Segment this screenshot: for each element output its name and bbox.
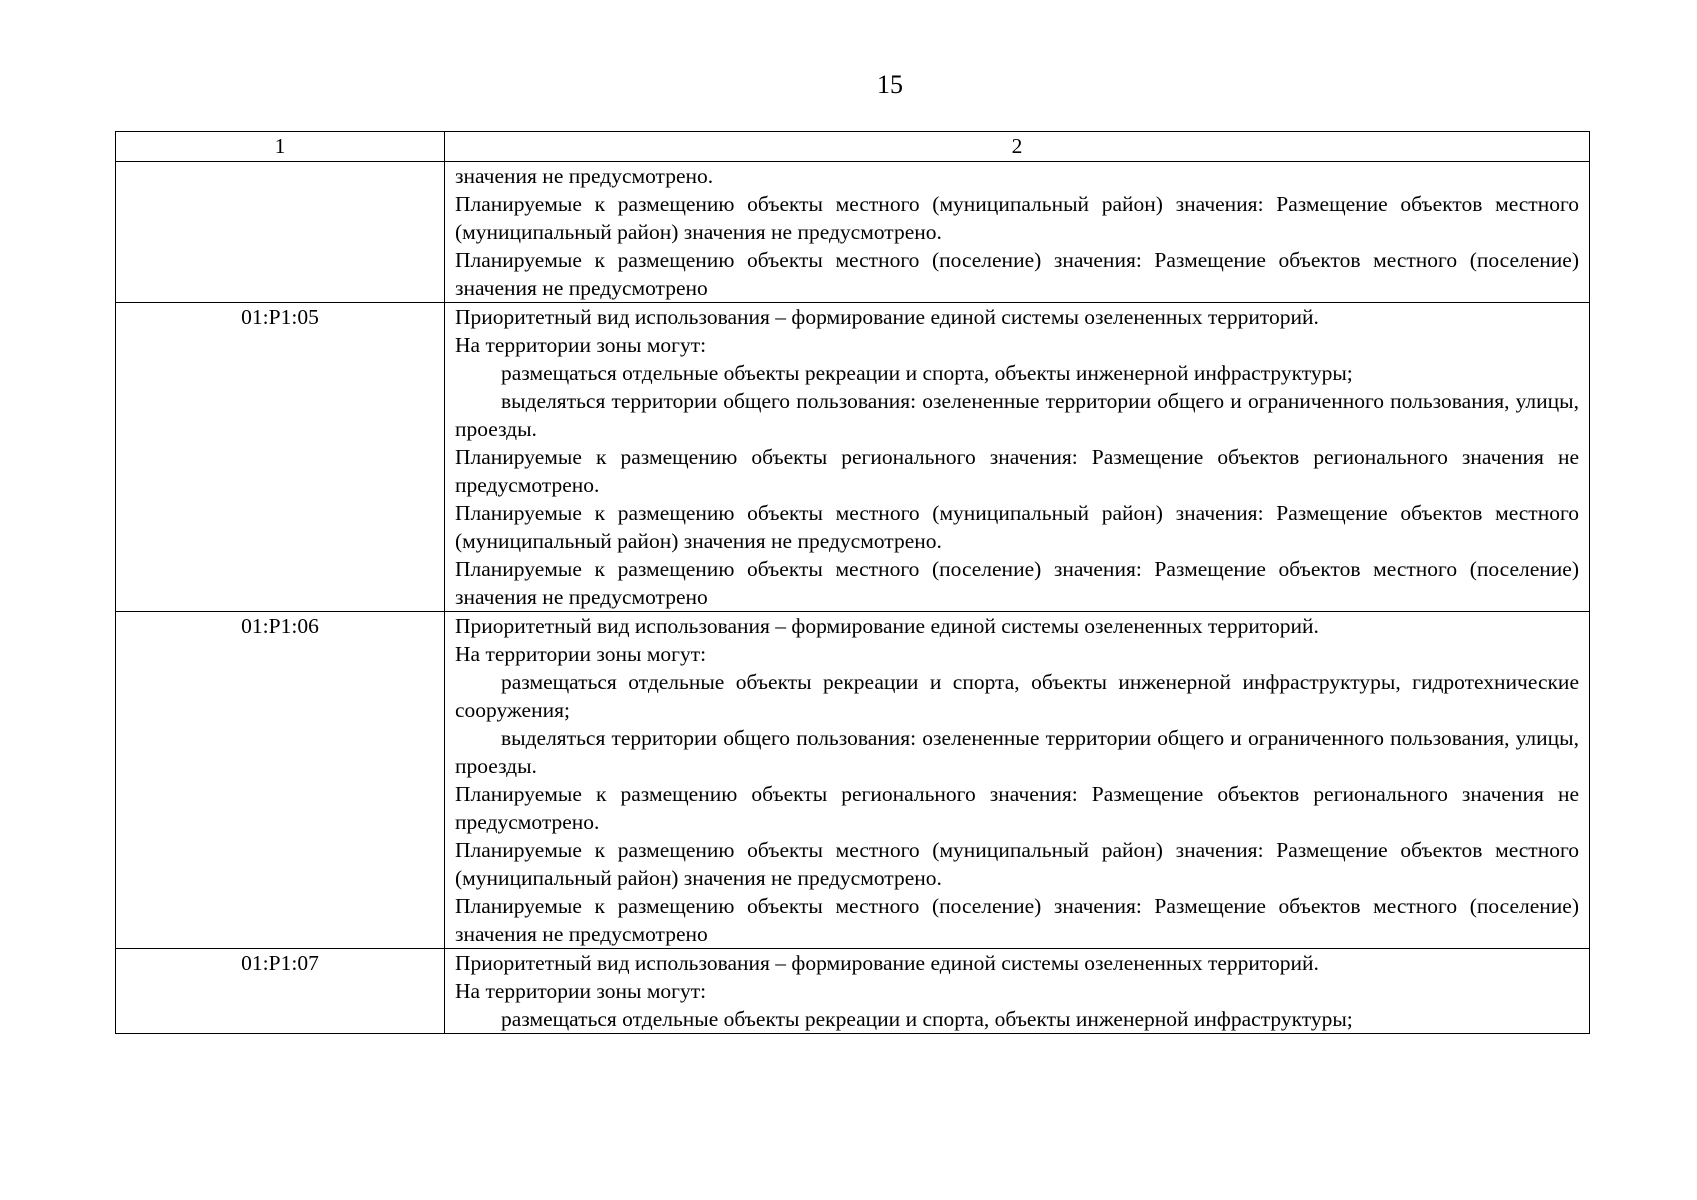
zone-code-cell: 01:Р1:05 — [116, 303, 445, 612]
table-header-row — [116, 132, 1590, 162]
description-paragraph: размещаться отдельные объекты рекреации и спорта, объекты инженерной инфраструктуры; — [501, 1007, 1353, 1031]
zone-description-cell — [445, 612, 1590, 949]
description-paragraph: Планируемые к размещению объекты местного (муниципальный район) значения: Размещение объектов местного (муниципальный район) значения не предусмотрено. — [455, 192, 1579, 244]
description-paragraph: размещаться отдельные объекты рекреации и спорта, объекты инженерной инфраструктуры; — [501, 361, 1353, 385]
description-paragraph: выделяться территории общего пользования: озелененные территории общего и ограниченного пользования, улицы, проезды. — [455, 389, 1579, 441]
table-row — [116, 303, 1590, 612]
description-paragraph: Приоритетный вид использования – формирование единой системы озелененных территорий. — [455, 614, 1319, 638]
description-paragraph: Планируемые к размещению объекты регионального значения: Размещение объектов регионального значения не предусмотрено. — [455, 445, 1579, 497]
description-paragraph: Приоритетный вид использования – формирование единой системы озелененных территорий. — [455, 305, 1319, 329]
description-paragraph: Планируемые к размещению объекты местного (поселение) значения: Размещение объектов местного (поселение) значения не предусмотрено — [455, 894, 1579, 946]
table-row — [116, 949, 1590, 1034]
description-paragraph: Планируемые к размещению объекты регионального значения: Размещение объектов регионального значения не предусмотрено. — [455, 782, 1579, 834]
zone-code-cell: 01:Р1:07 — [116, 949, 445, 1034]
table-row — [116, 162, 1590, 303]
description-paragraph: значения не предусмотрено. — [455, 164, 714, 188]
description-paragraph: На территории зоны могут: — [455, 333, 707, 357]
description-paragraph: На территории зоны могут: — [455, 979, 707, 1003]
description-paragraph: Планируемые к размещению объекты местного (поселение) значения: Размещение объектов местного (поселение) значения не предусмотрено — [455, 557, 1579, 609]
description-paragraph: Планируемые к размещению объекты местного (муниципальный район) значения: Размещение объектов местного (муниципальный район) значения не предусмотрено. — [455, 838, 1579, 890]
zone-description-cell — [445, 303, 1590, 612]
description-paragraph: Планируемые к размещению объекты местного (поселение) значения: Размещение объектов местного (поселение) значения не предусмотрено — [455, 248, 1579, 300]
header-cell-1: 1 — [116, 132, 445, 162]
zones-table — [115, 131, 1590, 1034]
page-number: 15 — [877, 70, 903, 99]
description-paragraph: На территории зоны могут: — [455, 642, 707, 666]
header-cell-2: 2 — [445, 132, 1590, 162]
zone-code-cell — [116, 162, 445, 303]
zone-code-cell: 01:Р1:06 — [116, 612, 445, 949]
description-paragraph: Приоритетный вид использования – формирование единой системы озелененных территорий. — [455, 951, 1319, 975]
description-paragraph: размещаться отдельные объекты рекреации и спорта, объекты инженерной инфраструктуры, гидротехнические сооружения; — [455, 670, 1579, 722]
description-paragraph: Планируемые к размещению объекты местного (муниципальный район) значения: Размещение объектов местного (муниципальный район) значения не предусмотрено. — [455, 501, 1579, 553]
zone-description-cell — [445, 162, 1590, 303]
description-paragraph: выделяться территории общего пользования: озелененные территории общего и ограниченного пользования, улицы, проезды. — [455, 726, 1579, 778]
zone-description-cell — [445, 949, 1590, 1034]
table-row — [116, 612, 1590, 949]
